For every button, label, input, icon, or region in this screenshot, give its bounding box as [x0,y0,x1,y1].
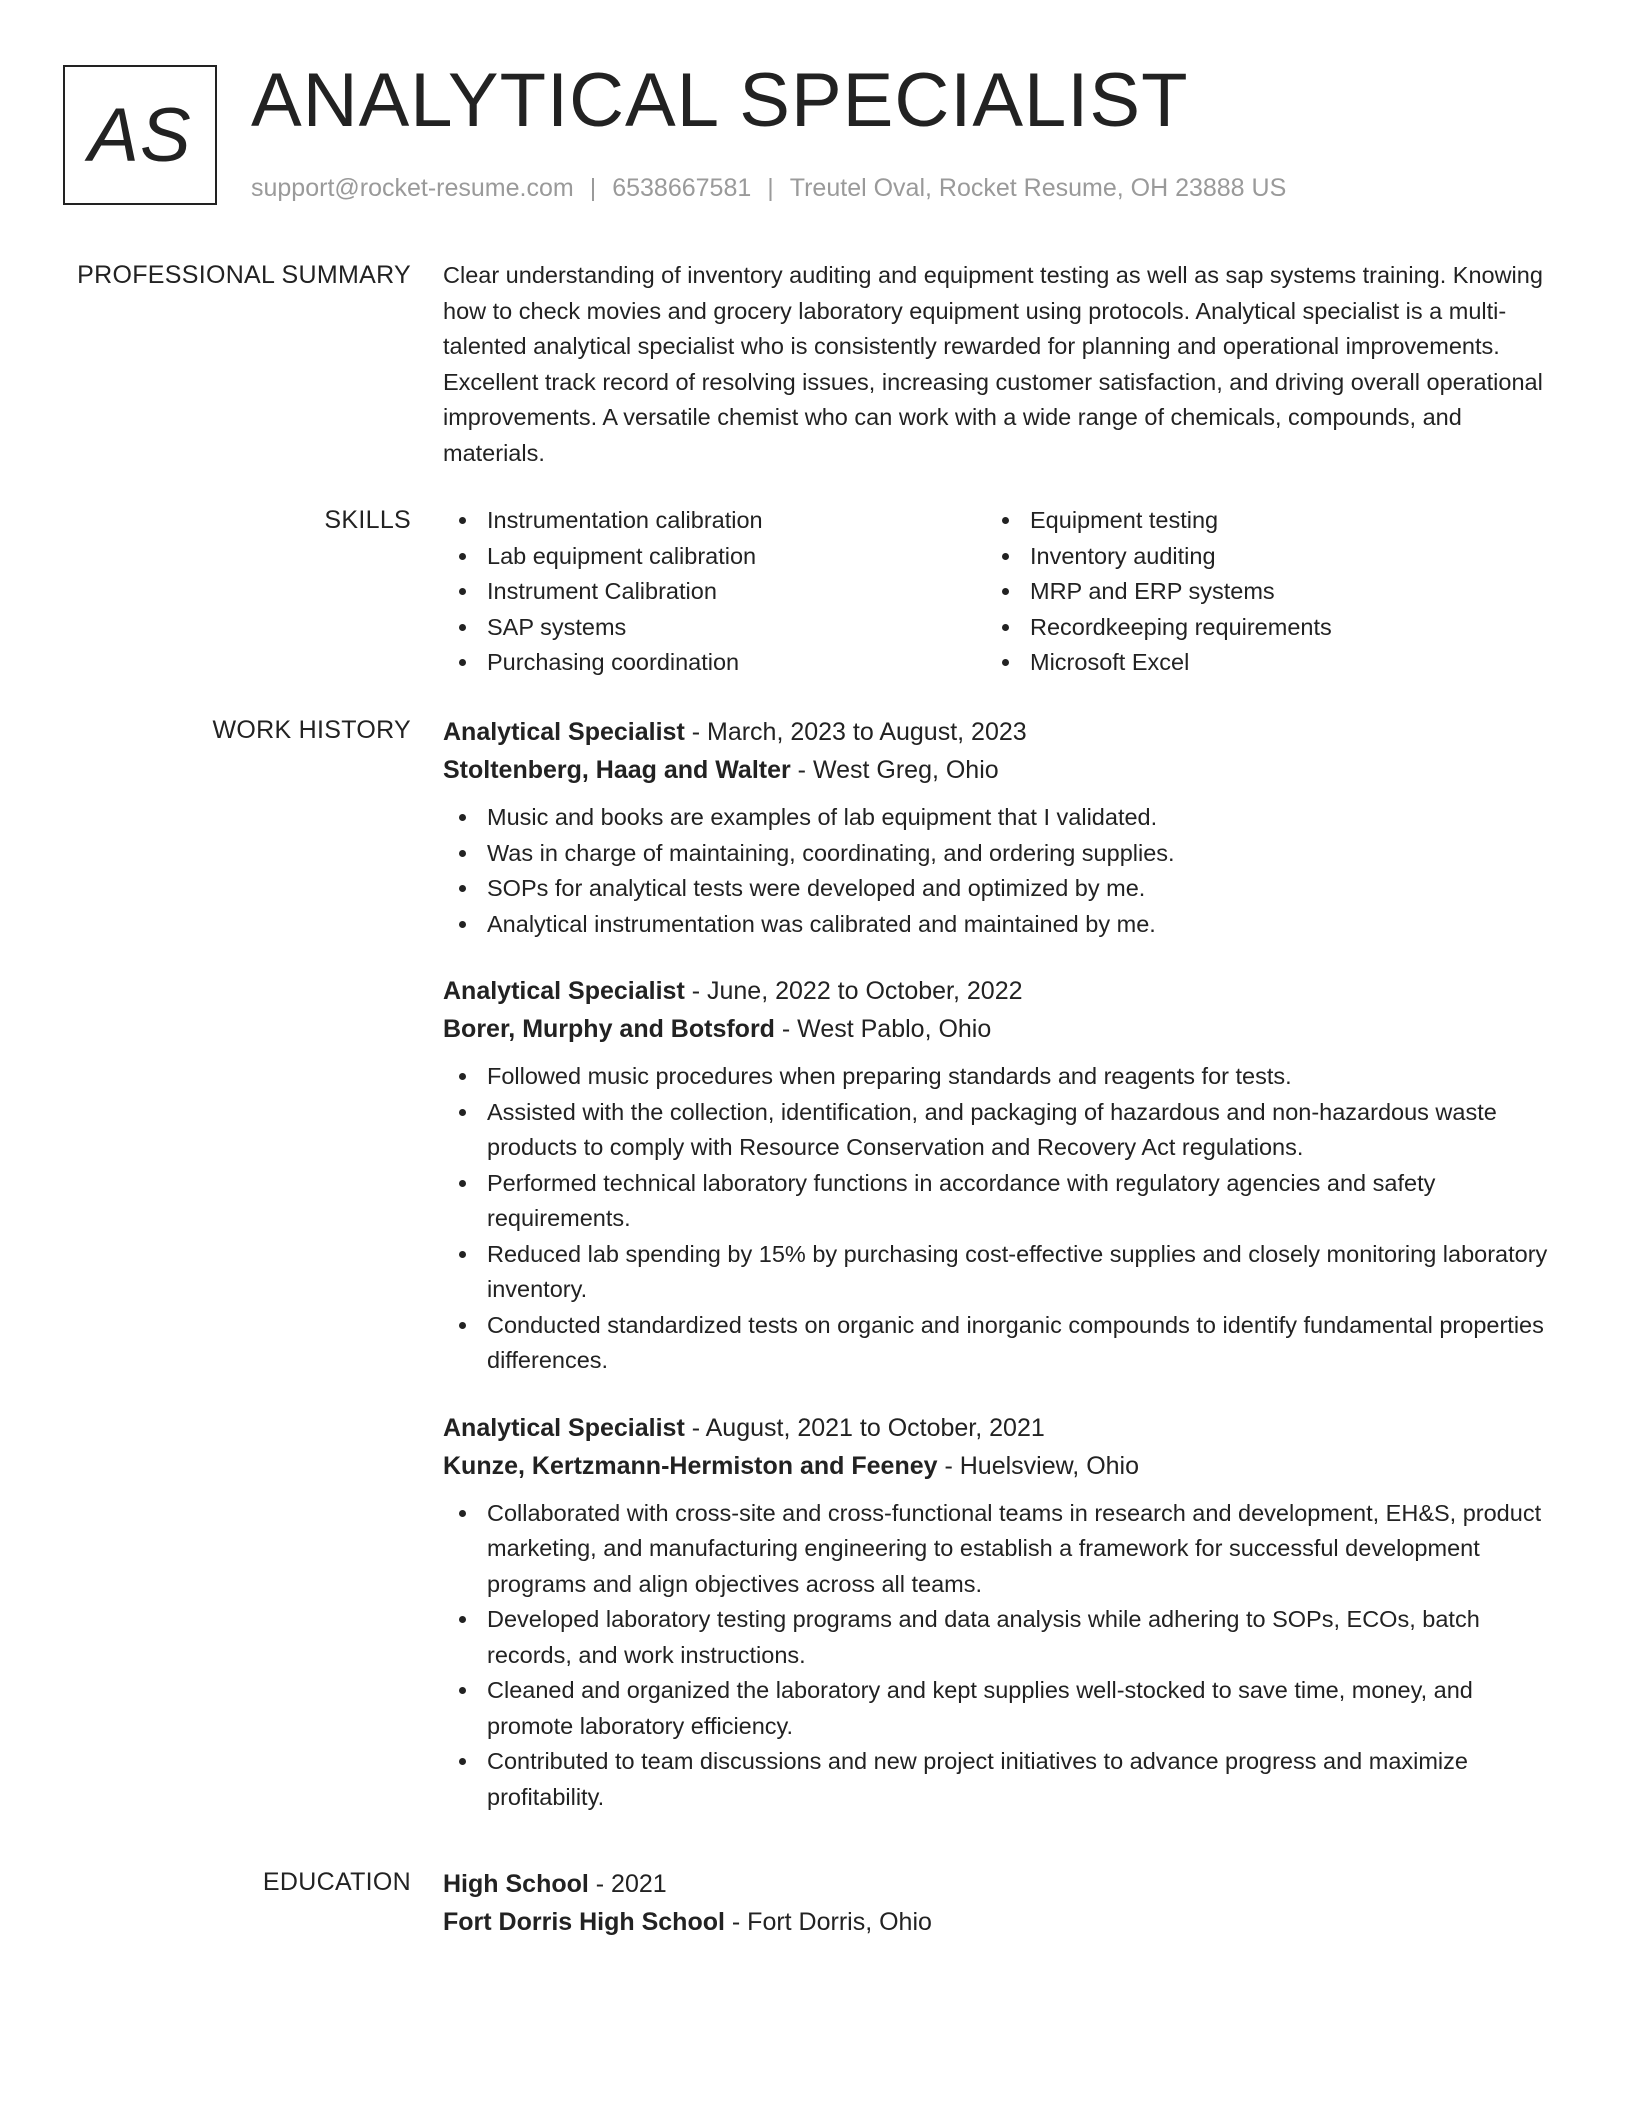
job-bullet: Music and books are examples of lab equipment that I validated. [443,800,1555,836]
skills-column-left [443,503,986,681]
skill-item: MRP and ERP systems [986,574,1529,610]
skill-item: Equipment testing [986,503,1529,539]
job-company: Stoltenberg, Haag and Walter [443,756,791,784]
job-entry [443,972,1555,1379]
education-degree-line [443,1865,1555,1903]
job-title-line [443,713,1555,751]
job-bullet: Collaborated with cross-site and cross-functional teams in research and development, EH&S, product marketing, and manufacturing engineering to establish a framework for successful development programs and align objectives across all teams. [443,1496,1555,1603]
job-bullet: Analytical instrumentation was calibrated and maintained by me. [443,907,1555,943]
skill-item: Microsoft Excel [986,645,1529,681]
job-bullet: SOPs for analytical tests were developed and optimized by me. [443,871,1555,907]
page-title: ANALYTICAL SPECIALIST [251,58,1189,143]
job-bullet: Reduced lab spending by 15% by purchasing cost-effective supplies and closely monitoring laboratory inventory. [443,1237,1555,1308]
education-location: - Fort Dorris, Ohio [724,1908,932,1936]
skill-item: Instrument Calibration [443,574,986,610]
contact-separator: | [767,174,774,202]
job-bullet: Performed technical laboratory functions in accordance with regulatory agencies and safety requirements. [443,1166,1555,1237]
job-title: Analytical Specialist [443,977,685,1005]
education-degree: High School [443,1870,589,1898]
job-bullet: Conducted standardized tests on organic and inorganic compounds to identify fundamental properties differences. [443,1308,1555,1379]
job-title-line [443,1409,1555,1447]
job-bullet: Assisted with the collection, identification, and packaging of hazardous and non-hazardous waste products to comply with Resource Conservation and Recovery Act regulations. [443,1095,1555,1166]
education-school: Fort Dorris High School [443,1908,725,1936]
job-bullet: Was in charge of maintaining, coordinating, and ordering supplies. [443,836,1555,872]
job-bullet: Cleaned and organized the laboratory and kept supplies well-stocked to save time, money, and promote laboratory efficiency. [443,1673,1555,1744]
work-history-body [443,713,1555,1815]
job-bullets [443,1059,1555,1379]
summary-text: Clear understanding of inventory auditing and equipment testing as well as sap systems training. Knowing how to check movies and grocery laboratory equipment using protocols. Analytical specialist is a multi-talented analytical specialist who is consistently rewarded for planning and operational improvements. Excellent track record of resolving issues, increasing customer satisfaction, and driving overall operational improvements. A versatile chemist who can work with a wide range of chemicals, compounds, and materials. [443,262,1543,466]
education-body [443,1865,1555,1941]
job-title: Analytical Specialist [443,1413,685,1442]
job-location: - West Pablo, Ohio [774,1015,992,1043]
job-entry [443,713,1555,942]
section-label-education: EDUCATION [262,1868,411,1896]
contact-line [251,172,1286,204]
education-year: - 2021 [588,1870,667,1898]
job-bullet: Contributed to team discussions and new project initiatives to advance progress and maximize profitability. [443,1744,1555,1815]
skills-column-right [986,503,1529,681]
skill-item: Instrumentation calibration [443,503,986,539]
job-bullet: Followed music procedures when preparing standards and reagents for tests. [443,1059,1555,1095]
job-company-line [443,1447,1555,1485]
job-title: Analytical Specialist [443,718,685,746]
job-location: - Huelsview, Ohio [937,1451,1139,1480]
job-company-line [443,751,1555,789]
address-text: Treutel Oval, Rocket Resume, OH 23888 US [789,174,1287,202]
skill-item: Inventory auditing [986,539,1529,575]
job-company: Borer, Murphy and Botsford [443,1015,775,1043]
phone-text[interactable]: 6538667581 [612,174,752,202]
contact-separator: | [589,174,597,202]
job-location: - West Greg, Ohio [790,756,999,784]
skill-item: Recordkeeping requirements [986,610,1529,646]
monogram-logo: AS [63,65,217,205]
section-label-work-history: WORK HISTORY [212,716,411,744]
job-company: Kunze, Kertzmann-Hermiston and Feeney [443,1451,938,1480]
skill-item: SAP systems [443,610,986,646]
job-entry [443,1409,1555,1816]
skills-list [443,503,1555,681]
email-text[interactable]: support@rocket-resume.com [251,174,574,202]
section-label-skills: SKILLS [324,506,411,534]
job-dates: - March, 2023 to August, 2023 [684,718,1027,746]
skill-item: Lab equipment calibration [443,539,986,575]
skill-item: Purchasing coordination [443,645,986,681]
job-dates: - June, 2022 to October, 2022 [684,977,1023,1005]
job-bullets [443,800,1555,942]
job-dates: - August, 2021 to October, 2021 [684,1413,1045,1442]
education-school-line [443,1903,1555,1941]
job-bullet: Developed laboratory testing programs and data analysis while adhering to SOPs, ECOs, batch records, and work instructions. [443,1602,1555,1673]
job-title-line [443,972,1555,1010]
section-label-summary: PROFESSIONAL SUMMARY [77,261,411,289]
job-company-line [443,1010,1555,1048]
job-bullets [443,1496,1555,1816]
